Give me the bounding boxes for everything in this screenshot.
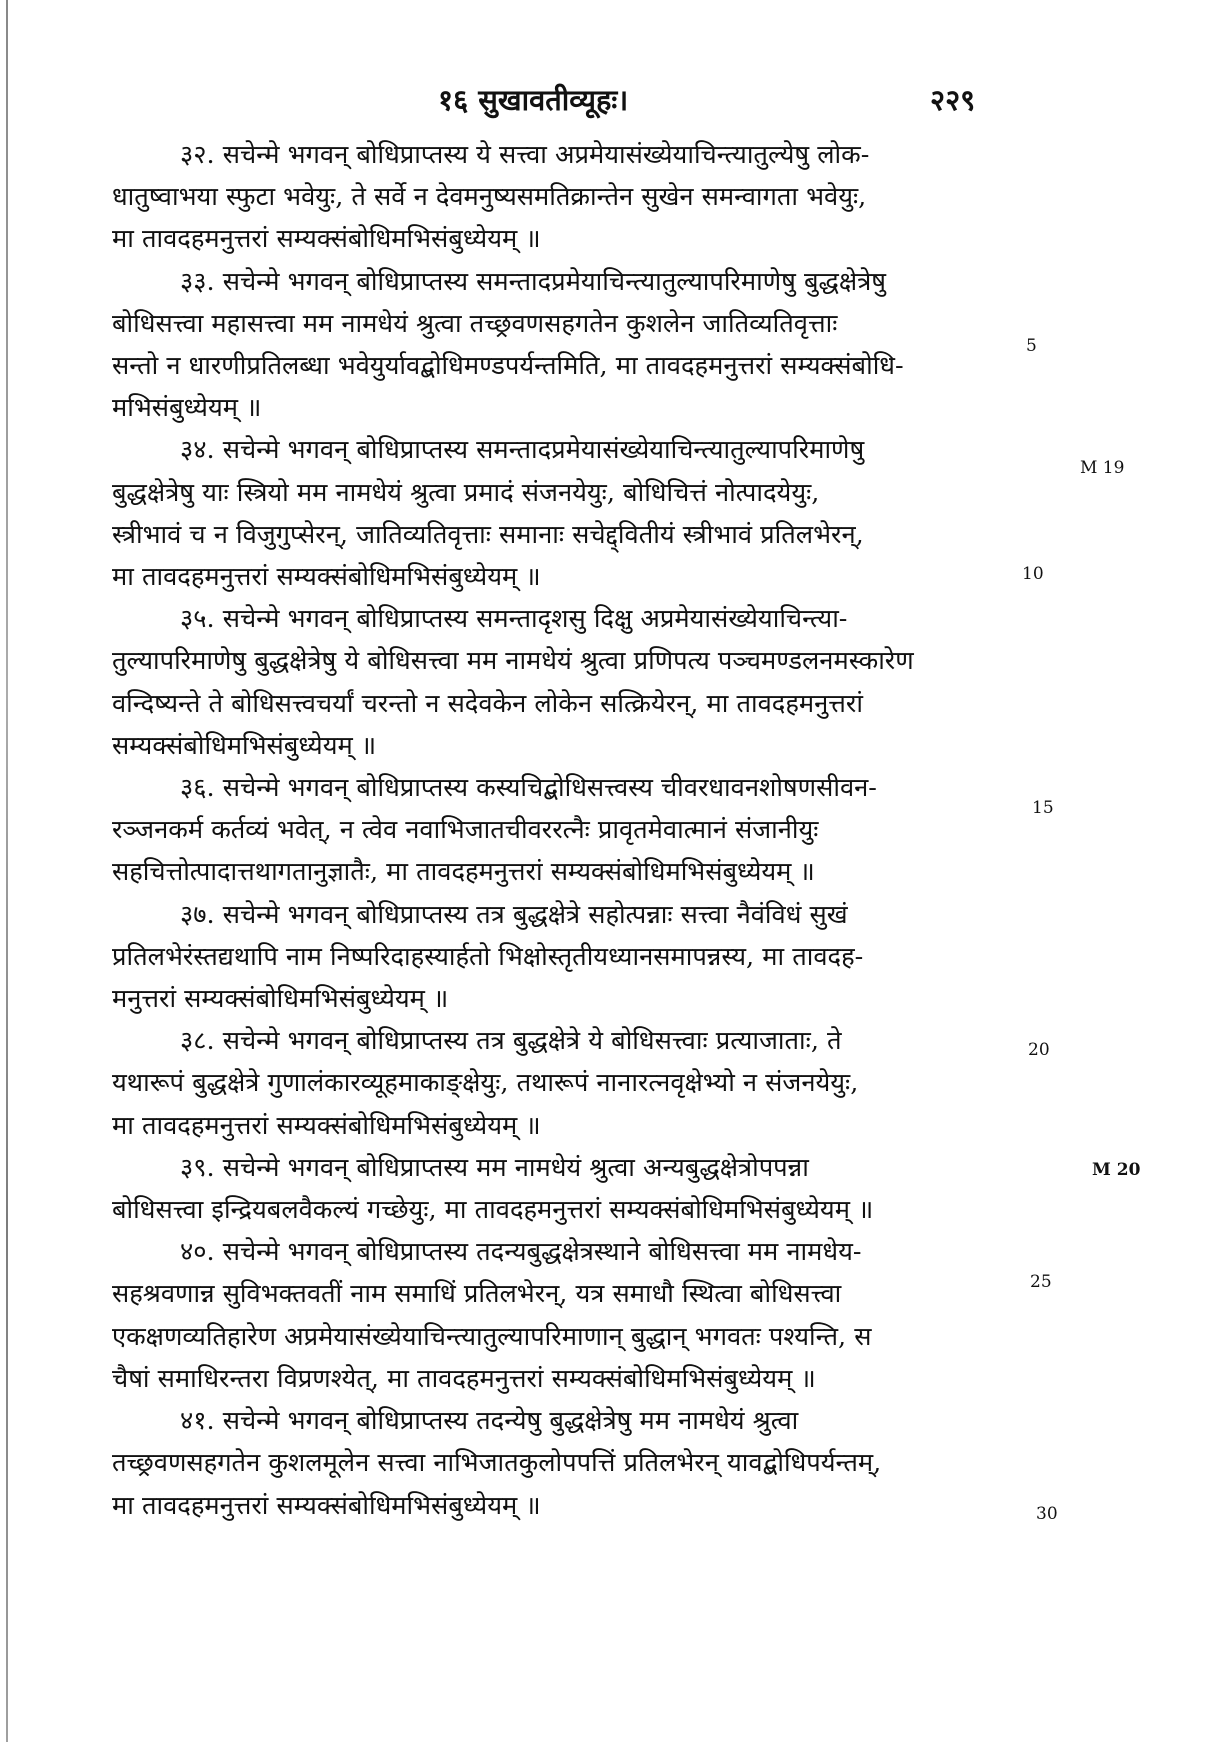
verse-line: प्रतिलभेरंस्तद्यथापि नाम निष्परिदाहस्यार्हतो भिक्षोस्तृतीयध्यानसमापन्नस्य, मा तावदह-	[112, 941, 864, 972]
line-number-25: 25	[1030, 1272, 1052, 1292]
verse-text-block	[112, 134, 1030, 1527]
verse-line: मभिसंबुध्येयम् ॥	[112, 393, 262, 424]
verse-line: मा तावदहमनुत्तरां सम्यक्संबोधिमभिसंबुध्येयम् ॥	[112, 1490, 541, 1521]
verse-34	[112, 429, 1030, 598]
verse-line: मनुत्तरां सम्यक्संबोधिमभिसंबुध्येयम् ॥	[112, 984, 449, 1015]
line-number-10: 10	[1022, 564, 1044, 584]
verse-line: ३२. सचेन्मे भगवन् बोधिप्राप्तस्य ये सत्त्वा अप्रमेयासंख्येयाचिन्त्यातुल्येषु लोक-	[180, 140, 870, 170]
verse-36	[112, 767, 1030, 894]
line-number-5: 5	[1026, 336, 1037, 356]
verse-line: रञ्जनकर्म कर्तव्यं भवेत्, न त्वेव नवाभिजातचीवररत्नैः प्रावृतमेवात्मानं संजानीयुः	[112, 815, 819, 846]
page-edge-shadow	[6, 0, 8, 1742]
verse-line: मा तावदहमनुत्तरां सम्यक्संबोधिमभिसंबुध्येयम् ॥	[112, 1110, 541, 1141]
manuscript-mark-m19: M 19	[1080, 458, 1125, 478]
verse-35	[112, 598, 1030, 767]
verse-line: बुद्धक्षेत्रेषु याः स्त्रियो मम नामधेयं श्रुत्वा प्रमादं संजनयेयुः, बोधिचित्तं नोत्पादयेयुः,	[112, 477, 820, 508]
verse-line: तुल्यापरिमाणेषु बुद्धक्षेत्रेषु ये बोधिसत्त्वा मम नामधेयं श्रुत्वा प्रणिपत्य पञ्चमण्डलनमस्कारेण	[112, 646, 914, 677]
verse-line: चैषां समाधिरन्तरा विप्रणश्येत्, मा तावदहमनुत्तरां सम्यक्संबोधिमभिसंबुध्येयम् ॥	[112, 1363, 816, 1394]
verse-37	[112, 894, 1030, 1021]
verse-line: ३४. सचेन्मे भगवन् बोधिप्राप्तस्य समन्तादप्रमेयासंख्येयाचिन्त्यातुल्यापरिमाणेषु	[180, 435, 865, 466]
verse-32	[112, 134, 1030, 261]
line-number-15: 15	[1032, 798, 1054, 818]
verse-line: एकक्षणव्यतिहारेण अप्रमेयासंख्येयाचिन्त्यातुल्यापरिमाणान् बुद्धान् भगवतः पश्यन्ति, स	[112, 1321, 872, 1352]
header-title: १६ सुखावतीव्यूहः।	[438, 83, 629, 117]
verse-41	[112, 1400, 1030, 1527]
verse-33	[112, 261, 1030, 430]
verse-39	[112, 1147, 1030, 1231]
verse-line: ३७. सचेन्मे भगवन् बोधिप्राप्तस्य तत्र बुद्धक्षेत्रे सहोत्पन्नाः सत्त्वा नैवंविधं सुखं	[180, 899, 848, 930]
verse-line: तच्छ्रवणसहगतेन कुशलमूलेन सत्त्वा नाभिजातकुलोपपत्तिं प्रतिलभेरन् यावद्बोधिपर्यन्तम्,	[112, 1448, 882, 1479]
verse-line: मा तावदहमनुत्तरां सम्यक्संबोधिमभिसंबुध्येयम् ॥	[112, 224, 541, 255]
verse-line: धातुष्वाभया स्फुटा भवेयुः, ते सर्वे न देवमनुष्यसमतिक्रान्तेन सुखेन समन्वागता भवेयुः,	[112, 182, 867, 213]
verse-38	[112, 1020, 1030, 1147]
verse-line: ३६. सचेन्मे भगवन् बोधिप्राप्तस्य कस्यचिद्बोधिसत्त्वस्य चीवरधावनशोषणसीवन-	[180, 773, 877, 804]
verse-line: ३५. सचेन्मे भगवन् बोधिप्राप्तस्य समन्तादृशसु दिक्षु अप्रमेयासंख्येयाचिन्त्या-	[180, 604, 848, 635]
verse-line: ३९. सचेन्मे भगवन् बोधिप्राप्तस्य मम नामधेयं श्रुत्वा अन्यबुद्धक्षेत्रोपपन्ना	[180, 1152, 809, 1183]
verse-line: सहचित्तोत्पादात्तथागतानुज्ञातैः, मा तावदहमनुत्तरां सम्यक्संबोधिमभिसंबुध्येयम् ॥	[112, 857, 815, 888]
running-header	[0, 80, 1232, 120]
line-number-30: 30	[1036, 1504, 1058, 1524]
line-number-20: 20	[1028, 1040, 1050, 1060]
page-number: २२९	[930, 83, 976, 117]
verse-line: सन्तो न धारणीप्रतिलब्धा भवेयुर्यावद्बोधिमण्डपर्यन्तमिति, मा तावदहमनुत्तरां सम्यक्संबोधि-	[112, 351, 904, 382]
verse-line: सम्यक्संबोधिमभिसंबुध्येयम् ॥	[112, 730, 377, 761]
manuscript-mark-m20: M 20	[1092, 1160, 1141, 1180]
verse-line: सहश्रवणान्न सुविभक्तवतीं नाम समाधिं प्रतिलभेरन्, यत्र समाधौ स्थित्वा बोधिसत्त्वा	[112, 1279, 842, 1310]
verse-line: बोधिसत्त्वा महासत्त्वा मम नामधेयं श्रुत्वा तच्छ्रवणसहगतेन कुशलेन जातिव्यतिवृत्ताः	[112, 308, 838, 339]
verse-line: स्त्रीभावं च न विजुगुप्सेरन्, जातिव्यतिवृत्ताः समानाः सचेद्द्वितीयं स्त्रीभावं प्रतिलभेरन्,	[112, 519, 864, 550]
verse-line: बोधिसत्त्वा इन्द्रियबलवैकल्यं गच्छेयुः, मा तावदहमनुत्तरां सम्यक्संबोधिमभिसंबुध्येयम् ॥	[112, 1195, 874, 1226]
verse-40	[112, 1231, 1030, 1400]
verse-line: यथारूपं बुद्धक्षेत्रे गुणालंकारव्यूहमाकाङ्क्षेयुः, तथारूपं नानारत्नवृक्षेभ्यो न संजनयेयुः,	[112, 1068, 859, 1099]
verse-line: ४०. सचेन्मे भगवन् बोधिप्राप्तस्य तदन्यबुद्धक्षेत्रस्थाने बोधिसत्त्वा मम नामधेय-	[180, 1237, 862, 1268]
verse-line: ३३. सचेन्मे भगवन् बोधिप्राप्तस्य समन्तादप्रमेयाचिन्त्यातुल्यापरिमाणेषु बुद्धक्षेत्रेषु	[180, 266, 887, 297]
verse-line: ४१. सचेन्मे भगवन् बोधिप्राप्तस्य तदन्येषु बुद्धक्षेत्रेषु मम नामधेयं श्रुत्वा	[180, 1406, 799, 1437]
verse-line: ३८. सचेन्मे भगवन् बोधिप्राप्तस्य तत्र बुद्धक्षेत्रे ये बोधिसत्त्वाः प्रत्याजाताः, ते	[180, 1026, 842, 1057]
verse-line: मा तावदहमनुत्तरां सम्यक्संबोधिमभिसंबुध्येयम् ॥	[112, 562, 541, 593]
verse-line: वन्दिष्यन्ते ते बोधिसत्त्वचर्यां चरन्तो न सदेवकेन लोकेन सत्क्रियेरन्, मा तावदहमनुत्तरां	[112, 688, 863, 719]
